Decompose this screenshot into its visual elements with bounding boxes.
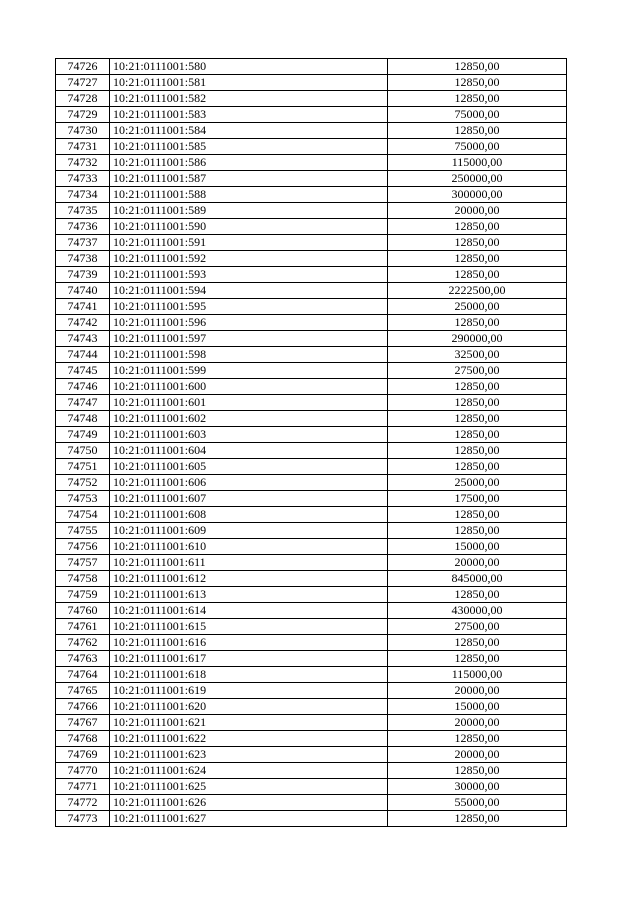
cadastral-number-cell: 10:21:0111001:605 <box>110 459 388 475</box>
cadastral-value-cell: 27500,00 <box>388 619 567 635</box>
cadastral-value-cell: 55000,00 <box>388 795 567 811</box>
cadastral-number-cell: 10:21:0111001:609 <box>110 523 388 539</box>
row-number-cell: 74764 <box>56 667 110 683</box>
cadastral-number-cell: 10:21:0111001:610 <box>110 539 388 555</box>
table-row <box>56 811 567 827</box>
cadastral-value-cell: 32500,00 <box>388 347 567 363</box>
row-number-cell: 74752 <box>56 475 110 491</box>
row-number-cell: 74765 <box>56 683 110 699</box>
cadastral-number-cell: 10:21:0111001:601 <box>110 395 388 411</box>
row-number-cell: 74757 <box>56 555 110 571</box>
cadastral-number-cell: 10:21:0111001:618 <box>110 667 388 683</box>
cadastral-number-cell: 10:21:0111001:614 <box>110 603 388 619</box>
table-row <box>56 219 567 235</box>
table-row <box>56 619 567 635</box>
cadastral-number-cell: 10:21:0111001:586 <box>110 155 388 171</box>
row-number-cell: 74770 <box>56 763 110 779</box>
row-number-cell: 74771 <box>56 779 110 795</box>
row-number-cell: 74759 <box>56 587 110 603</box>
table-row <box>56 715 567 731</box>
cadastral-number-cell: 10:21:0111001:620 <box>110 699 388 715</box>
cadastral-number-cell: 10:21:0111001:625 <box>110 779 388 795</box>
row-number-cell: 74763 <box>56 651 110 667</box>
row-number-cell: 74726 <box>56 59 110 75</box>
cadastral-number-cell: 10:21:0111001:598 <box>110 347 388 363</box>
cadastral-value-cell: 17500,00 <box>388 491 567 507</box>
cadastral-number-cell: 10:21:0111001:623 <box>110 747 388 763</box>
cadastral-value-cell: 12850,00 <box>388 267 567 283</box>
row-number-cell: 74749 <box>56 427 110 443</box>
table-row <box>56 795 567 811</box>
cadastral-number-cell: 10:21:0111001:606 <box>110 475 388 491</box>
row-number-cell: 74728 <box>56 91 110 107</box>
cadastral-number-cell: 10:21:0111001:599 <box>110 363 388 379</box>
cadastral-number-cell: 10:21:0111001:626 <box>110 795 388 811</box>
cadastral-value-cell: 12850,00 <box>388 443 567 459</box>
row-number-cell: 74753 <box>56 491 110 507</box>
row-number-cell: 74767 <box>56 715 110 731</box>
table-row <box>56 555 567 571</box>
cadastral-number-cell: 10:21:0111001:593 <box>110 267 388 283</box>
cadastral-value-cell: 12850,00 <box>388 123 567 139</box>
cadastral-number-cell: 10:21:0111001:592 <box>110 251 388 267</box>
table-row <box>56 523 567 539</box>
row-number-cell: 74731 <box>56 139 110 155</box>
cadastral-value-cell: 75000,00 <box>388 107 567 123</box>
table-row <box>56 139 567 155</box>
table-row <box>56 155 567 171</box>
row-number-cell: 74737 <box>56 235 110 251</box>
row-number-cell: 74730 <box>56 123 110 139</box>
table-row <box>56 635 567 651</box>
table-row <box>56 731 567 747</box>
cadastral-value-cell: 12850,00 <box>388 251 567 267</box>
row-number-cell: 74733 <box>56 171 110 187</box>
row-number-cell: 74744 <box>56 347 110 363</box>
cadastral-number-cell: 10:21:0111001:624 <box>110 763 388 779</box>
table-row <box>56 251 567 267</box>
cadastral-number-cell: 10:21:0111001:600 <box>110 379 388 395</box>
cadastral-value-cell: 12850,00 <box>388 411 567 427</box>
cadastral-value-cell: 115000,00 <box>388 667 567 683</box>
table-row <box>56 331 567 347</box>
row-number-cell: 74729 <box>56 107 110 123</box>
cadastral-value-cell: 20000,00 <box>388 747 567 763</box>
cadastral-number-cell: 10:21:0111001:594 <box>110 283 388 299</box>
table-row <box>56 491 567 507</box>
row-number-cell: 74745 <box>56 363 110 379</box>
table-row <box>56 315 567 331</box>
cadastral-value-cell: 20000,00 <box>388 683 567 699</box>
table-row <box>56 107 567 123</box>
cadastral-value-cell: 25000,00 <box>388 475 567 491</box>
row-number-cell: 74761 <box>56 619 110 635</box>
cadastral-value-cell: 12850,00 <box>388 91 567 107</box>
cadastral-number-cell: 10:21:0111001:627 <box>110 811 388 827</box>
cadastral-value-cell: 12850,00 <box>388 635 567 651</box>
cadastral-number-cell: 10:21:0111001:581 <box>110 75 388 91</box>
row-number-cell: 74727 <box>56 75 110 91</box>
cadastral-value-table <box>55 58 567 827</box>
row-number-cell: 74762 <box>56 635 110 651</box>
cadastral-value-cell: 12850,00 <box>388 507 567 523</box>
cadastral-number-cell: 10:21:0111001:602 <box>110 411 388 427</box>
cadastral-number-cell: 10:21:0111001:616 <box>110 635 388 651</box>
table-row <box>56 683 567 699</box>
table-row <box>56 427 567 443</box>
row-number-cell: 74750 <box>56 443 110 459</box>
cadastral-value-cell: 12850,00 <box>388 811 567 827</box>
table-row <box>56 59 567 75</box>
table-row <box>56 187 567 203</box>
cadastral-number-cell: 10:21:0111001:619 <box>110 683 388 699</box>
row-number-cell: 74756 <box>56 539 110 555</box>
cadastral-number-cell: 10:21:0111001:608 <box>110 507 388 523</box>
cadastral-value-cell: 12850,00 <box>388 219 567 235</box>
row-number-cell: 74754 <box>56 507 110 523</box>
cadastral-number-cell: 10:21:0111001:597 <box>110 331 388 347</box>
cadastral-value-cell: 15000,00 <box>388 699 567 715</box>
cadastral-value-cell: 12850,00 <box>388 395 567 411</box>
cadastral-number-cell: 10:21:0111001:595 <box>110 299 388 315</box>
cadastral-value-cell: 20000,00 <box>388 715 567 731</box>
cadastral-number-cell: 10:21:0111001:622 <box>110 731 388 747</box>
cadastral-value-cell: 12850,00 <box>388 75 567 91</box>
table-row <box>56 235 567 251</box>
cadastral-number-cell: 10:21:0111001:585 <box>110 139 388 155</box>
table-row <box>56 459 567 475</box>
table-row <box>56 667 567 683</box>
cadastral-value-cell: 12850,00 <box>388 651 567 667</box>
row-number-cell: 74743 <box>56 331 110 347</box>
cadastral-value-cell: 12850,00 <box>388 459 567 475</box>
cadastral-value-cell: 25000,00 <box>388 299 567 315</box>
cadastral-value-cell: 845000,00 <box>388 571 567 587</box>
cadastral-value-cell: 250000,00 <box>388 171 567 187</box>
cadastral-value-cell: 30000,00 <box>388 779 567 795</box>
row-number-cell: 74732 <box>56 155 110 171</box>
cadastral-number-cell: 10:21:0111001:589 <box>110 203 388 219</box>
cadastral-number-cell: 10:21:0111001:604 <box>110 443 388 459</box>
cadastral-number-cell: 10:21:0111001:587 <box>110 171 388 187</box>
row-number-cell: 74740 <box>56 283 110 299</box>
table-row <box>56 699 567 715</box>
cadastral-value-cell: 300000,00 <box>388 187 567 203</box>
cadastral-number-cell: 10:21:0111001:591 <box>110 235 388 251</box>
table-row <box>56 779 567 795</box>
table-row <box>56 411 567 427</box>
cadastral-number-cell: 10:21:0111001:607 <box>110 491 388 507</box>
cadastral-value-cell: 15000,00 <box>388 539 567 555</box>
row-number-cell: 74768 <box>56 731 110 747</box>
cadastral-value-cell: 20000,00 <box>388 555 567 571</box>
cadastral-value-cell: 115000,00 <box>388 155 567 171</box>
row-number-cell: 74738 <box>56 251 110 267</box>
table-row <box>56 171 567 187</box>
table-row <box>56 299 567 315</box>
cadastral-value-cell: 27500,00 <box>388 363 567 379</box>
cadastral-value-cell: 12850,00 <box>388 763 567 779</box>
row-number-cell: 74769 <box>56 747 110 763</box>
cadastral-value-cell: 12850,00 <box>388 379 567 395</box>
row-number-cell: 74736 <box>56 219 110 235</box>
cadastral-value-cell: 12850,00 <box>388 523 567 539</box>
row-number-cell: 74734 <box>56 187 110 203</box>
cadastral-value-cell: 12850,00 <box>388 731 567 747</box>
cadastral-number-cell: 10:21:0111001:583 <box>110 107 388 123</box>
cadastral-number-cell: 10:21:0111001:584 <box>110 123 388 139</box>
cadastral-value-cell: 2222500,00 <box>388 283 567 299</box>
table-row <box>56 651 567 667</box>
table-row <box>56 747 567 763</box>
cadastral-number-cell: 10:21:0111001:612 <box>110 571 388 587</box>
table-row <box>56 379 567 395</box>
row-number-cell: 74772 <box>56 795 110 811</box>
row-number-cell: 74773 <box>56 811 110 827</box>
cadastral-number-cell: 10:21:0111001:615 <box>110 619 388 635</box>
table-row <box>56 123 567 139</box>
row-number-cell: 74748 <box>56 411 110 427</box>
cadastral-value-cell: 430000,00 <box>388 603 567 619</box>
table-row <box>56 91 567 107</box>
cadastral-value-cell: 20000,00 <box>388 203 567 219</box>
cadastral-number-cell: 10:21:0111001:603 <box>110 427 388 443</box>
table-row <box>56 363 567 379</box>
row-number-cell: 74760 <box>56 603 110 619</box>
table-row <box>56 203 567 219</box>
table-row <box>56 283 567 299</box>
row-number-cell: 74746 <box>56 379 110 395</box>
row-number-cell: 74751 <box>56 459 110 475</box>
cadastral-number-cell: 10:21:0111001:596 <box>110 315 388 331</box>
table-row <box>56 267 567 283</box>
table-row <box>56 443 567 459</box>
row-number-cell: 74758 <box>56 571 110 587</box>
row-number-cell: 74741 <box>56 299 110 315</box>
table-row <box>56 603 567 619</box>
table-row <box>56 587 567 603</box>
cadastral-value-cell: 12850,00 <box>388 59 567 75</box>
cadastral-number-cell: 10:21:0111001:611 <box>110 555 388 571</box>
cadastral-value-cell: 75000,00 <box>388 139 567 155</box>
table-row <box>56 75 567 91</box>
table-row <box>56 347 567 363</box>
table-row <box>56 475 567 491</box>
table-row <box>56 395 567 411</box>
cadastral-value-cell: 12850,00 <box>388 587 567 603</box>
cadastral-number-cell: 10:21:0111001:588 <box>110 187 388 203</box>
table-row <box>56 539 567 555</box>
cadastral-value-cell: 12850,00 <box>388 315 567 331</box>
table-row <box>56 507 567 523</box>
cadastral-number-cell: 10:21:0111001:582 <box>110 91 388 107</box>
cadastral-number-cell: 10:21:0111001:590 <box>110 219 388 235</box>
cadastral-number-cell: 10:21:0111001:580 <box>110 59 388 75</box>
row-number-cell: 74735 <box>56 203 110 219</box>
table-body <box>56 59 567 827</box>
cadastral-value-cell: 290000,00 <box>388 331 567 347</box>
cadastral-number-cell: 10:21:0111001:617 <box>110 651 388 667</box>
cadastral-value-cell: 12850,00 <box>388 235 567 251</box>
cadastral-number-cell: 10:21:0111001:621 <box>110 715 388 731</box>
table-row <box>56 763 567 779</box>
table-row <box>56 571 567 587</box>
row-number-cell: 74742 <box>56 315 110 331</box>
row-number-cell: 74766 <box>56 699 110 715</box>
cadastral-number-cell: 10:21:0111001:613 <box>110 587 388 603</box>
row-number-cell: 74747 <box>56 395 110 411</box>
row-number-cell: 74755 <box>56 523 110 539</box>
row-number-cell: 74739 <box>56 267 110 283</box>
cadastral-value-cell: 12850,00 <box>388 427 567 443</box>
